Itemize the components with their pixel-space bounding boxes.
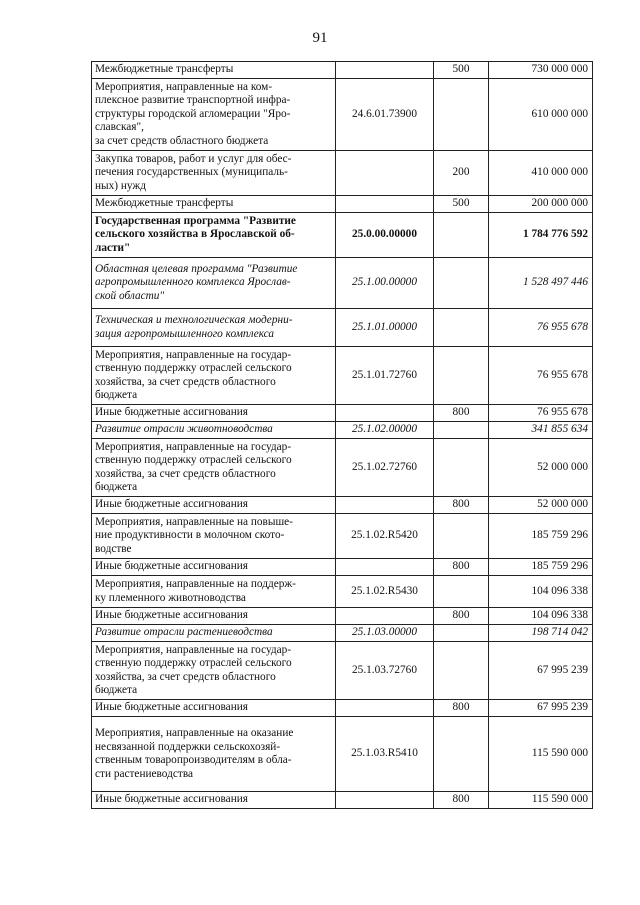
table-row	[92, 792, 593, 809]
row-name: Мероприятия, направленные на государ- ственную поддержку отраслей сельского хозяйства, за счет средств областного бюджета	[92, 347, 336, 405]
row-code: 25.1.03.R5410	[336, 717, 434, 792]
row-code	[336, 700, 434, 717]
row-name: Мероприятия, направленные на оказание несвязанной поддержки сельскохозяй- ственным товаропроизводителям в обла- сти растениеводства	[92, 717, 336, 792]
row-type	[434, 422, 489, 439]
table-row	[92, 213, 593, 258]
row-type: 800	[434, 608, 489, 625]
table-row	[92, 625, 593, 642]
row-code: 25.1.01.72760	[336, 347, 434, 405]
row-type: 800	[434, 700, 489, 717]
table-row	[92, 405, 593, 422]
table-row	[92, 514, 593, 559]
row-type: 500	[434, 62, 489, 79]
row-name: Государственная программа "Развитие сельского хозяйства в Ярославской об- ласти"	[92, 213, 336, 258]
row-code	[336, 497, 434, 514]
row-type	[434, 514, 489, 559]
row-name: Межбюджетные трансферты	[92, 196, 336, 213]
row-amount: 410 000 000	[489, 151, 593, 196]
row-code: 25.0.00.00000	[336, 213, 434, 258]
table-row	[92, 79, 593, 151]
row-amount: 198 714 042	[489, 625, 593, 642]
table-row	[92, 151, 593, 196]
row-code	[336, 151, 434, 196]
row-name: Иные бюджетные ассигнования	[92, 608, 336, 625]
row-code	[336, 608, 434, 625]
row-type	[434, 717, 489, 792]
table-row	[92, 62, 593, 79]
row-name: Мероприятия, направленные на государ- ственную поддержку отраслей сельского хозяйства, за счет средств областного бюджета	[92, 642, 336, 700]
row-amount: 67 995 239	[489, 700, 593, 717]
row-code: 25.1.01.00000	[336, 309, 434, 347]
table-row	[92, 439, 593, 497]
row-code: 25.1.00.00000	[336, 258, 434, 309]
row-type	[434, 625, 489, 642]
table-row	[92, 608, 593, 625]
row-code	[336, 559, 434, 576]
row-code	[336, 405, 434, 422]
row-amount: 115 590 000	[489, 717, 593, 792]
row-amount: 76 955 678	[489, 347, 593, 405]
row-name: Межбюджетные трансферты	[92, 62, 336, 79]
row-name: Мероприятия, направленные на повыше- ние продуктивности в молочном ското- водстве	[92, 514, 336, 559]
row-name: Закупка товаров, работ и услуг для обес- печения государственных (муниципаль- ных) нужд	[92, 151, 336, 196]
row-type: 500	[434, 196, 489, 213]
row-name: Техническая и технологическая модерни- зация агропромышленного комплекса	[92, 309, 336, 347]
row-amount: 185 759 296	[489, 559, 593, 576]
table-row	[92, 576, 593, 608]
row-type	[434, 439, 489, 497]
row-code: 25.1.02.R5420	[336, 514, 434, 559]
row-type	[434, 576, 489, 608]
row-code: 25.1.02.72760	[336, 439, 434, 497]
table-body	[92, 62, 593, 809]
row-amount: 1 528 497 446	[489, 258, 593, 309]
row-code: 25.1.03.72760	[336, 642, 434, 700]
table-row	[92, 196, 593, 213]
row-name: Областная целевая программа "Развитие агропромышленного комплекса Ярослав- ской области"	[92, 258, 336, 309]
row-type: 800	[434, 497, 489, 514]
row-type: 800	[434, 792, 489, 809]
row-type: 800	[434, 405, 489, 422]
row-amount: 52 000 000	[489, 497, 593, 514]
table-row	[92, 309, 593, 347]
row-amount: 200 000 000	[489, 196, 593, 213]
row-type	[434, 258, 489, 309]
row-name: Иные бюджетные ассигнования	[92, 559, 336, 576]
row-code	[336, 196, 434, 213]
row-name: Иные бюджетные ассигнования	[92, 700, 336, 717]
row-code: 25.1.02.00000	[336, 422, 434, 439]
row-code: 25.1.03.00000	[336, 625, 434, 642]
table-row	[92, 642, 593, 700]
row-amount: 104 096 338	[489, 608, 593, 625]
page-number: 91	[312, 30, 328, 46]
row-name: Иные бюджетные ассигнования	[92, 497, 336, 514]
row-amount: 76 955 678	[489, 405, 593, 422]
row-name: Мероприятия, направленные на поддерж- ку племенного животноводства	[92, 576, 336, 608]
row-code	[336, 62, 434, 79]
table-row	[92, 700, 593, 717]
table-row	[92, 717, 593, 792]
row-amount: 115 590 000	[489, 792, 593, 809]
row-type	[434, 79, 489, 151]
row-amount: 67 995 239	[489, 642, 593, 700]
row-type	[434, 642, 489, 700]
table-row	[92, 347, 593, 405]
row-code: 24.6.01.73900	[336, 79, 434, 151]
row-amount: 610 000 000	[489, 79, 593, 151]
row-amount: 104 096 338	[489, 576, 593, 608]
row-type	[434, 213, 489, 258]
table-row	[92, 497, 593, 514]
row-name: Мероприятия, направленные на ком- плексное развитие транспортной инфра- структуры городской агломерации "Яро- славская", за счет средств областного бюджета	[92, 79, 336, 151]
table-row	[92, 422, 593, 439]
row-amount: 76 955 678	[489, 309, 593, 347]
row-amount: 52 000 000	[489, 439, 593, 497]
row-type	[434, 347, 489, 405]
budget-table	[91, 61, 593, 809]
row-type: 800	[434, 559, 489, 576]
row-amount: 185 759 296	[489, 514, 593, 559]
table-row	[92, 559, 593, 576]
row-name: Развитие отрасли животноводства	[92, 422, 336, 439]
row-name: Развитие отрасли растениеводства	[92, 625, 336, 642]
row-type	[434, 309, 489, 347]
row-amount: 341 855 634	[489, 422, 593, 439]
row-amount: 730 000 000	[489, 62, 593, 79]
row-name: Мероприятия, направленные на государ- ственную поддержку отраслей сельского хозяйства, за счет средств областного бюджета	[92, 439, 336, 497]
row-type: 200	[434, 151, 489, 196]
row-name: Иные бюджетные ассигнования	[92, 792, 336, 809]
table-row	[92, 258, 593, 309]
row-name: Иные бюджетные ассигнования	[92, 405, 336, 422]
row-code	[336, 792, 434, 809]
row-code: 25.1.02.R5430	[336, 576, 434, 608]
row-amount: 1 784 776 592	[489, 213, 593, 258]
